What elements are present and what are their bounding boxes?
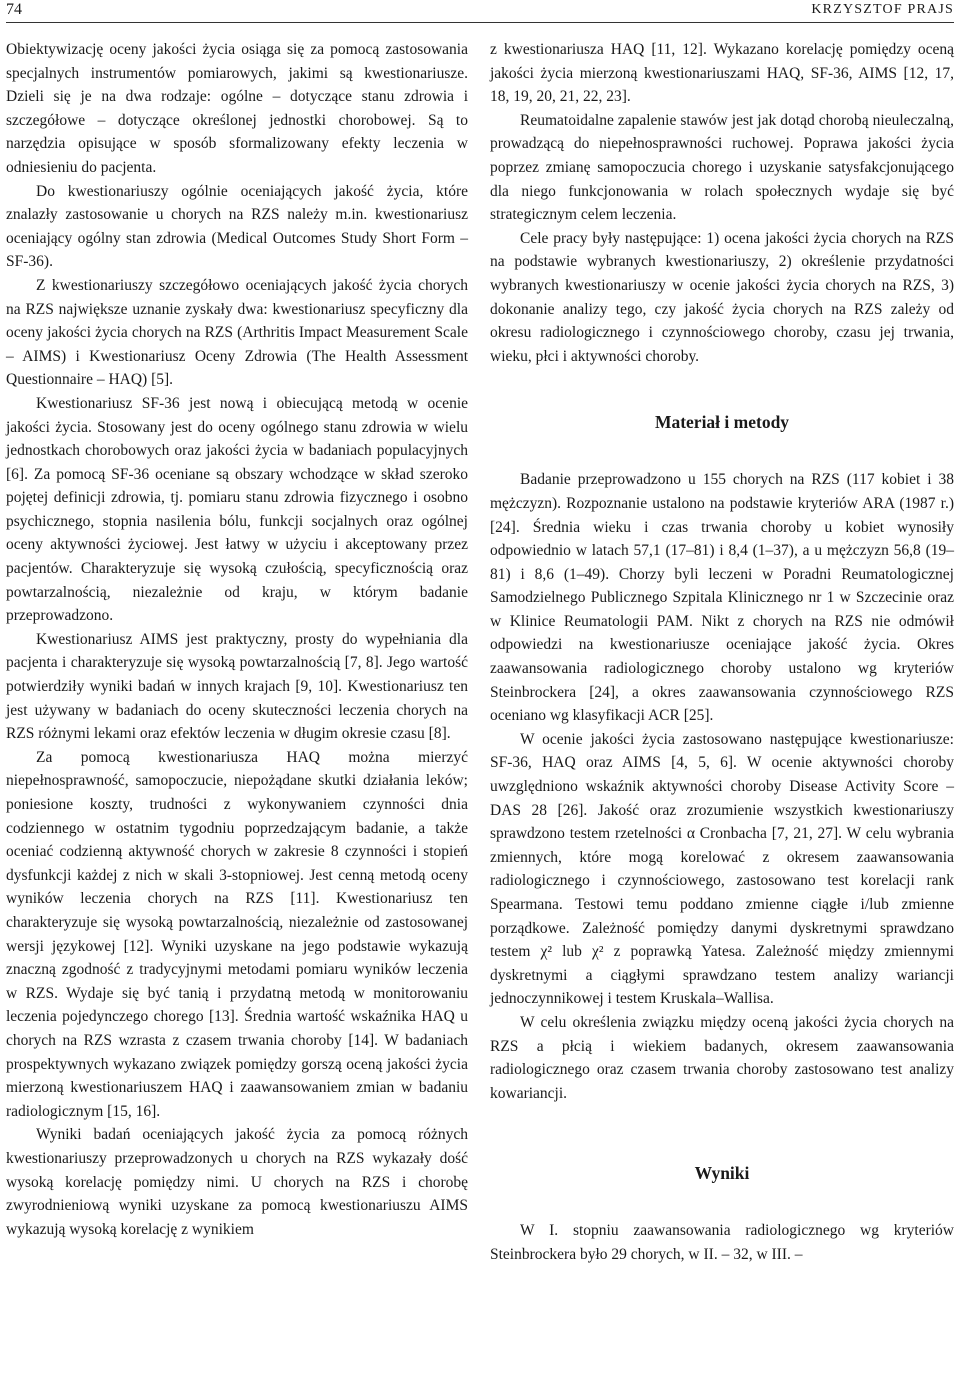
running-head-author: KRZYSZTOF PRAJS xyxy=(811,2,954,17)
section-heading-results: Wyniki xyxy=(694,1163,750,1184)
section-heading-methods: Materiał i metody xyxy=(654,412,790,433)
paragraph: Obiektywizację oceny jakości życia osiąga się za pomocą zastosowania specjalnych instrumentów pomiarowych, jakimi są kwestionariusze. Dzieli się je na dwa rodzaje: ogólne – dotyczące stanu zdrowia i szczegółowe – dotyczące określonej jednostki chorobowej. Są to narzędzia opisujące w sposób sformalizowany efekty leczenia w odniesieniu do pacjenta. xyxy=(6,41,468,176)
paragraph: Wyniki badań oceniających jakość życia za pomocą różnych kwestionariuszy przeprowadzonych u chorych na RZS wykazały dość wysoką korelację pomiędzy nimi. U chorych na RZS i chorobę zwyrodnieniową wyniki uzyskane za pomocą kwestionariuszu AIMS wykazują wysoką korelację z wynikiem xyxy=(6,1126,468,1238)
paragraph: Kwestionariusz AIMS jest praktyczny, prosty do wypełniania dla pacjenta i charakteryzuje się wysoką powtarzalnością [7, 8]. Jego wartość potwierdziły wyniki badań w innych krajach [9, 10]. Kwestionariusz ten jest używany w badaniach do oceny skuteczności leczenia chorych na RZS różnymi lekami oraz efektów leczenia w długim okresie czasu [8]. xyxy=(6,630,468,743)
left-column xyxy=(6,38,468,1241)
paragraph: Reumatoidalne zapalenie stawów jest jak dotąd chorobą nieuleczalną, prowadzącą do niepełnosprawności ruchowej. Poprawa jakości życia poprzez zmianę samopoczucia chorego i uzyskanie satysfakcjonującego dla niego funkcjonowania w rolach społecznych wydaje się być strategicznym celem leczenia. xyxy=(490,111,954,224)
paragraph: W I. stopniu zaawansowania radiologicznego wg kryteriów Steinbrockera było 29 chorych, w II. – 32, w III. – xyxy=(490,1222,954,1263)
paragraph: Cele pracy były następujące: 1) ocena jakości życia chorych na RZS na podstawie wybranych kwestionariuszy, 2) określenie przydatności wybranych kwestionariuszy w ocenie jakości życia chorych na RZS, 3) dokonanie analizy tego, czy jakość życia chorych na RZS zależy od okresu radiologicznego i czynnościowego choroby, czasu jej trwania, wieku, płci i aktywności choroby. xyxy=(490,229,954,365)
paragraph: Za pomocą kwestionariusza HAQ można mierzyć niepełnosprawność, samopoczucie, niepożądane skutki działania leków; poniesione koszty, trudności z wykonywaniem czynności dnia codziennego w ostatnim tygodniu poprzedzającym badanie, a także oceniać codzienną aktywność chorych w zakresie 8 czynności i stopień dysfunkcji każdej z nich w skali 3-stopniowej. Jest cenną metodą oceny wyników leczenia chorych na RZS [11]. Kwestionariusz ten charakteryzuje się wysoką powtarzalnością, niezależnie od zastosowanej wersji językowej [12]. Wyniki uzyskane na jego podstawie wykazują znaczną zgodność z tradycyjnymi metodami pomiaru wyników leczenia w RZS. Wydaje się być tanią i przydatną metodą w monitorowaniu leczenia pojedynczego chorego [13]. Średnia wartość wskaźnika HAQ u chorych na RZS wzrasta z czasem trwania choroby [14]. W badaniach prospektywnych wykazano związek pomiędzy gorszą oceną jakości życia mierzoną kwestionariuszem HAQ i zaawansowaniem zmian w badaniu radiologicznym [15, 16]. xyxy=(6,748,468,1120)
page-header xyxy=(6,0,954,23)
paragraph: W celu określenia związku między oceną jakości życia chorych na RZS a płcią i wiekiem badanych, okresem zaawansowania radiologicznego oraz czasem trwania choroby zastosowano test analizy kowariancji. xyxy=(490,1013,954,1102)
paragraph: z kwestionariusza HAQ [11, 12]. Wykazano korelację pomiędzy oceną jakości życia mierzoną kwestionariuszami HAQ, SF-36, AIMS [12, 17, 18, 19, 20, 21, 22, 23]. xyxy=(490,41,954,106)
paragraph: Do kwestionariuszy ogólnie oceniających jakość życia, które znalazły zastosowanie u chorych na RZS należy m.in. kwestionariusz oceniający ogólny stan zdrowia (Medical Outcomes Study Short Form – SF-36). xyxy=(6,182,468,271)
paragraph: Kwestionariusz SF-36 jest nową i obiecującą metodą w ocenie jakości życia. Stosowany jest do oceny ogólnego stanu zdrowia w wielu jednostkach chorobowych oraz jakości życia w badaniach populacyjnych [6]. Za pomocą SF-36 oceniane są obszary wchodzące w skład szeroko pojętej definicji zdrowia, tj. pomiaru stanu zdrowia fizycznego i osobno psychicznego, stopnia nasilenia bólu, funkcji socjalnych oraz ogólnej oceny aktywności życiowej. Jest łatwy w użyciu i akceptowany przez pacjentów. Charakteryzuje się wysoką czułością, specyficznością oraz powtarzalnością, niezależnie od kraju, w którym badanie przeprowadzono. xyxy=(6,394,468,625)
right-column xyxy=(490,38,954,1267)
paragraph: W ocenie jakości życia zastosowano następujące kwestionariusze: SF-36, HAQ oraz AIMS [4, 5, 6]. W ocenie aktywności choroby uwzględniono wskaźnik aktywności choroby Disease Activity Score – DAS 28 [26]. Jakość oraz zrozumienie wszystkich kwestionariuszy sprawdzono testem rzetelności α Cronbacha [7, 21, 27]. W celu wybrania zmiennych, które mogą korelować z okresem zaawansowania radiologicznego i czynnościowego, zastosowano test korelacji rank Spearmana. Testowi temu poddano zmienne ciągłe i/lub zmienne porządkowe. Zależność pomiędzy danymi dyskretnymi sprawdzano testem χ² lub χ² z poprawką Yatesa. Zależność między zmiennymi dyskretnymi a ciągłymi sprawdzano testem analizy wariancji jednoczynnikowej i testem Kruskala–Wallisa. xyxy=(490,730,954,1008)
page-number: 74 xyxy=(6,1,22,18)
paragraph: Badanie przeprowadzono u 155 chorych na RZS (117 kobiet i 38 mężczyzn). Rozpoznanie ustalono na podstawie kryteriów ARA (1987 r.) [24]. Średnia wieku i czas trwania choroby u kobiet wynosiły odpowiednio w latach 57,1 (17–81) i 8,4 (1–37), a u mężczyzn 56,8 (19–81) i 8,6 (1–49). Chorzy byli leczeni w Poradni Reumatologicznej Samodzielnego Publicznego Szpitala Klinicznego nr 1 w Szczecinie oraz w Klinice Reumatologii PAM. Nikt z chorych na RZS nie odmówił odpowiedzi na kwestionariusze oceniające jakość życia. Okres zaawansowania radiologicznego choroby ustalono wg kryteriów Steinbrockera [24], a okres zaawansowania czynnościowego RZS oceniano wg klasyfikacji ACR [25]. xyxy=(490,471,954,725)
paragraph: Z kwestionariuszy szczegółowo oceniających jakość życia chorych na RZS największe uznanie zyskały dwa: kwestionariusz specyficzny dla oceny jakości życia chorych na RZS (Arthritis Impact Measurement Scale – AIMS) i Kwestionariusz Oceny Zdrowia (The Health Assessment Questionnaire – HAQ) [5]. xyxy=(6,276,468,389)
